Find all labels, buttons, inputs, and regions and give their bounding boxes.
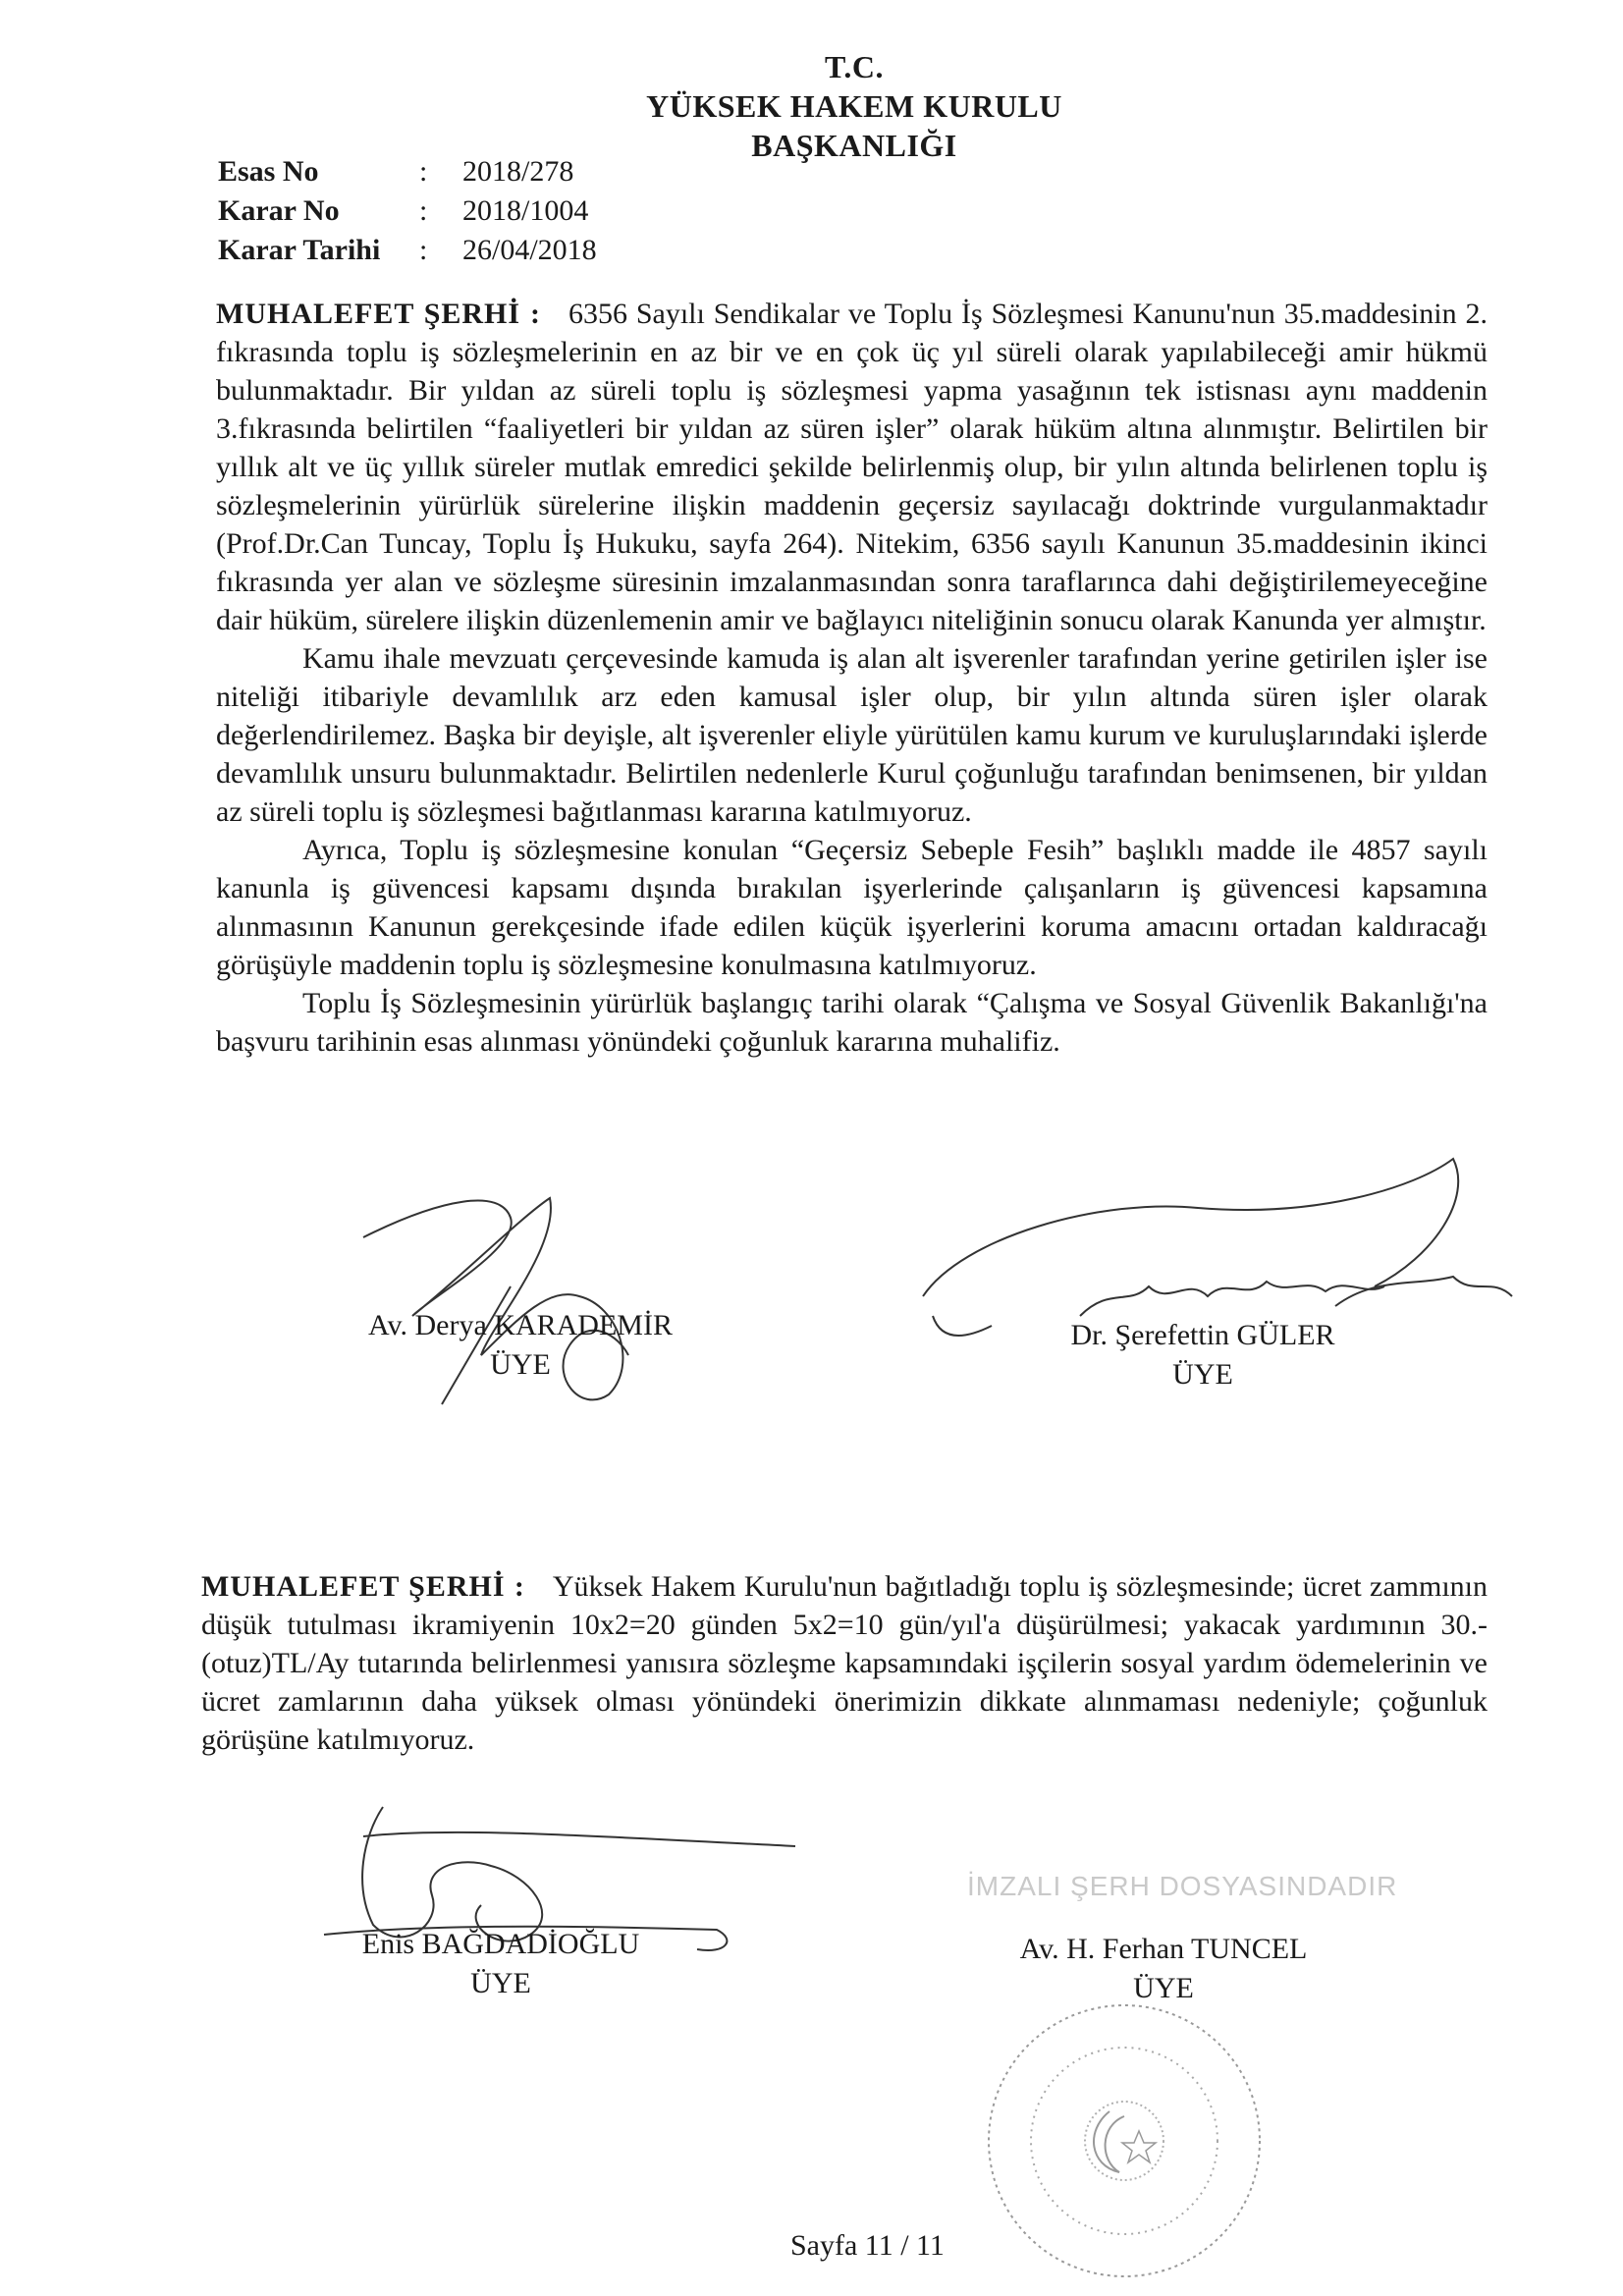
paragraph-text: Yüksek Hakem Kurulu'nun bağıtladığı toplu iş sözleşmesinde; ücret zammının düşük tutulması ikramiyenin 10x2=20 günden 5x2=10 gün/yıl'a düşürülmesi; yakacak yardımının 30.-(otuz)TL/Ay tutarında belirlenmesi yanısıra sözleşme kapsamındaki işçilerin sosyal yardım ödemelerinin ve ücret zamlarının daha yüksek olması yönündeki önerimizin dikkate alınmaması nedeniyle; çoğunluk görüşüne katılmıyoruz. (201, 1570, 1488, 1756)
dissent-paragraph (216, 295, 1488, 639)
dissent-heading: MUHALEFET ŞERHİ : (201, 1570, 525, 1603)
meta-value: 26/04/2018 (462, 234, 597, 266)
meta-colon: : (419, 194, 428, 227)
dissent-paragraph: Toplu İş Sözleşmesinin yürürlük başlangıç tarihi olarak “Çalışma ve Sosyal Güvenlik Bakanlığı'na başvuru tarihinin esas alınması yönündeki çoğunluk kararına muhalifiz. (216, 987, 1488, 1058)
meta-row-karar (218, 191, 597, 231)
dissent-section-2 (201, 1567, 1488, 1759)
signature-block-karademir (324, 1306, 717, 1385)
meta-label: Esas No (218, 155, 319, 188)
signature-block-guler (1016, 1316, 1389, 1394)
meta-row-tarih (218, 231, 597, 270)
signatory-title: ÜYE (470, 1967, 531, 1999)
meta-row-esas (218, 152, 597, 191)
page-number: Sayfa 11 / 11 (790, 2229, 945, 2262)
header-line-institution: YÜKSEK HAKEM KURULU (646, 88, 1062, 124)
signatory-name: Av. Derya KARADEMİR (368, 1309, 673, 1341)
header-line-office: BAŞKANLIĞI (751, 128, 957, 163)
header-line-tc: T.C. (824, 49, 885, 84)
signatory-name: Dr. Şerefettin GÜLER (1070, 1319, 1335, 1351)
meta-value: 2018/278 (462, 155, 574, 188)
signatory-name: Enis BAĞDADİOĞLU (361, 1928, 640, 1960)
signed-dissent-stamp-text: İMZALI ŞERH DOSYASINDADIR (967, 1871, 1398, 1901)
signatory-title: ÜYE (1133, 1972, 1194, 2004)
dissent-paragraph: Kamu ihale mevzuatı çerçevesinde kamuda iş alan alt işverenler tarafından yerine getirilen işler ise niteliği itibariyle devamlılık arz eden kamusal işler olup, bir yılın altında süren işler olarak değerlendirilemez. Başka bir deyişle, alt işverenler eliyle yürütülen kamu kurum ve kuruluşlarındaki işlerde devamlılık unsuru bulunmaktadır. Belirtilen nedenlerle Kurul çoğunluğu tarafından benimsenen, bir yıldan az süreli toplu iş sözleşmesi bağıtlanması kararına katılmıyoruz. (216, 642, 1488, 828)
document-header (550, 47, 1159, 165)
signatory-name: Av. H. Ferhan TUNCEL (1019, 1933, 1308, 1965)
meta-value: 2018/1004 (462, 194, 589, 227)
dissent-heading: MUHALEFET ŞERHİ : (216, 298, 541, 330)
dissent-paragraph (201, 1567, 1488, 1759)
signatory-title: ÜYE (1172, 1358, 1233, 1391)
meta-colon: : (419, 234, 428, 266)
official-seal-icon (977, 1994, 1271, 2288)
dissent-section-1 (216, 295, 1488, 1061)
dissent-paragraph: Ayrıca, Toplu iş sözleşmesine konulan “Geçersiz Sebeple Fesih” başlıklı madde ile 4857 sayılı kanunla iş güvencesi kapsamı dışında bırakılan işyerlerinde çalışanların iş güvencesi kapsamına alınmasının Kanunun gerekçesinde ifade edilen küçük işyerlerini koruma amacını ortadan kaldıracağı görüşüyle maddenin toplu iş sözleşmesine konulmasına katılmıyoruz. (216, 834, 1488, 981)
paragraph-text: 6356 Sayılı Sendikalar ve Toplu İş Sözleşmesi Kanunu'nun 35.maddesinin 2. fıkrasında toplu iş sözleşmelerinin en az bir ve en çok üç yıl süreli olarak yapılabileceği amir hükmü bulunmaktadır. Bir yıldan az süreli toplu iş sözleşmesi yapma yasağının tek istisnası aynı maddenin 3.fıkrasında belirtilen “faaliyetleri bir yıldan az süren işler” olarak hüküm altına alınmıştır. Belirtilen bir yıllık alt ve üç yıllık süreler mutlak emredici şekilde belirlenmiş olup, bir yılın altında belirlenen toplu iş sözleşmelerinin yürürlük sürelerine ilişkin maddenin geçersiz sayılacağı doktrinde vurgulanmaktadır (Prof.Dr.Can Tuncay, Toplu İş Hukuku, sayfa 264). Nitekim, 6356 sayılı Kanunun 35.maddesinin ikinci fıkrasında yer alan ve sözleşme süresinin imzalanmasından sonra taraflarınca dahi değiştirilemeyeceğine dair hüküm, sürelere ilişkin düzenlemenin amir ve bağlayıcı niteliğinin sonucu olarak Kanunda yer almıştır. (216, 298, 1488, 636)
signature-block-bagdadioglu (295, 1925, 707, 2003)
meta-label: Karar No (218, 194, 340, 227)
meta-label: Karar Tarihi (218, 234, 381, 266)
case-metadata (218, 152, 597, 270)
signatory-title: ÜYE (490, 1348, 551, 1381)
meta-colon: : (419, 155, 428, 188)
